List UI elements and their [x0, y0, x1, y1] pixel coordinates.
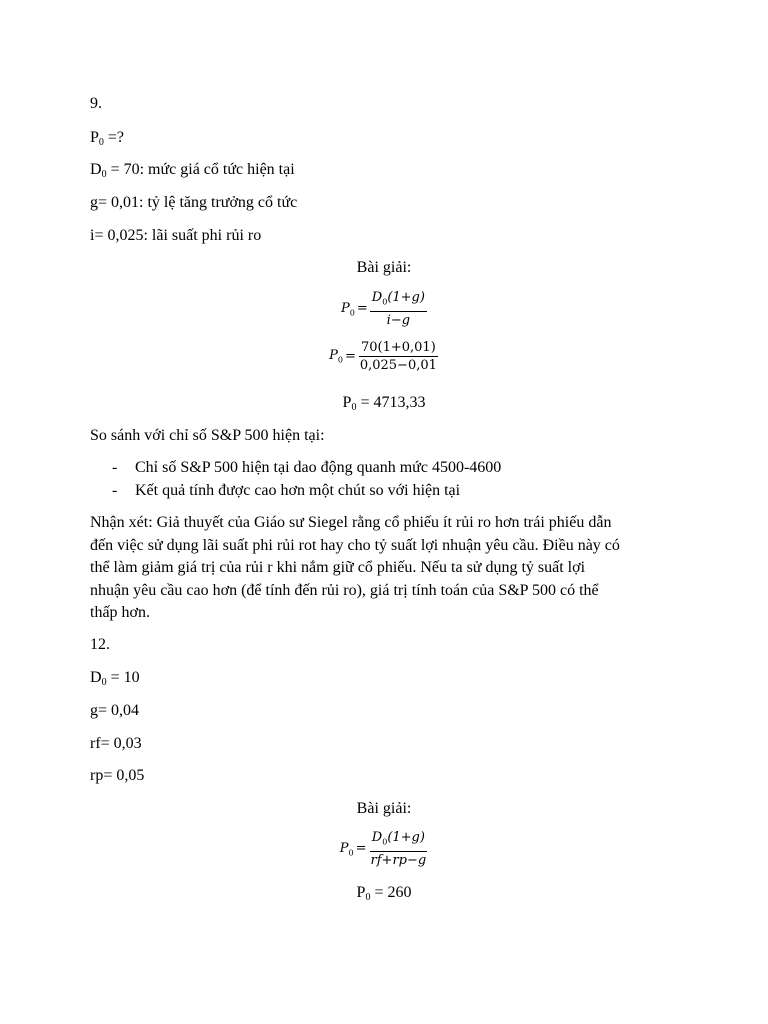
d0-var: D	[90, 161, 102, 178]
remark-line: Nhận xét: Giả thuyết của Giáo sư Siegel rằng cổ phiếu ít rủi ro hơn trái phiếu dẫn	[90, 514, 612, 531]
d0-sub: 0	[101, 169, 107, 180]
d0-var: D	[90, 669, 102, 686]
risk-premium-formula-12	[0, 830, 768, 868]
p0-var: P	[90, 129, 99, 146]
remark-line: đến việc sử dụng lãi suất phi rủi rot hay cho tỷ suất lợi nhuận yêu cầu. Điều này có	[90, 536, 620, 554]
formula-denominator: i−g	[386, 312, 411, 328]
formula-fraction	[370, 290, 427, 328]
formula-equals: =	[355, 841, 367, 857]
d0-rest: = 10	[106, 669, 140, 686]
formula-fraction	[369, 830, 429, 868]
problem-9-number: 9.	[90, 95, 102, 112]
result-var: P	[356, 884, 366, 901]
bullet-text: Chỉ số S&P 500 hiện tại dao động quanh mức 4500-4600	[135, 459, 502, 476]
problem-12-number: 12.	[90, 636, 110, 653]
result-var: P	[342, 394, 352, 411]
formula-lhs: $P_0$	[341, 300, 355, 318]
remark-line: thấp hơn.	[90, 604, 151, 621]
formula-denominator: rf+rp−g	[370, 852, 427, 868]
solution-heading-12: Bài giải:	[356, 800, 412, 817]
formula-lhs: $P_0$	[329, 348, 343, 365]
gordon-formula-9	[0, 290, 768, 328]
result-12	[0, 883, 768, 905]
p0-question	[90, 128, 124, 150]
bullet-dash: -	[112, 459, 118, 476]
result-sub: 0	[365, 892, 371, 903]
g-definition: g= 0,01: tỷ lệ tăng trưởng cổ tức	[90, 194, 298, 211]
substituted-formula-9	[0, 340, 768, 373]
remark-line: thể làm giảm giá trị của rủi r khi nắm giữ cổ phiếu. Nếu ta sử dụng tỷ suất lợi	[90, 559, 586, 576]
formula-fraction	[358, 340, 439, 373]
rf-definition: rf= 0,03	[90, 735, 142, 752]
formula-numerator: $D_0(1+g)$	[370, 830, 427, 852]
formula-equals: =	[344, 349, 356, 364]
rp-definition: rp= 0,05	[90, 767, 145, 784]
remark-paragraph	[90, 512, 680, 625]
result-sub: 0	[351, 402, 357, 413]
formula-equals: =	[356, 301, 368, 317]
result-9	[0, 393, 768, 415]
formula-numerator: $D_0(1+g)$	[370, 290, 427, 312]
bullet-text: Kết quả tính được cao hơn một chút so với hiện tại	[135, 482, 461, 499]
compare-heading: So sánh với chỉ số S&P 500 hiện tại:	[90, 427, 325, 444]
solution-heading-9: Bài giải:	[356, 259, 412, 276]
bullet-dash: -	[112, 482, 118, 499]
p0-sub: 0	[98, 137, 104, 148]
d0-definition	[90, 160, 295, 182]
formula-denominator: 0,025−0,01	[359, 358, 437, 373]
d0-rest: = 70: mức giá cổ tức hiện tại	[106, 161, 295, 178]
i-definition: i= 0,025: lãi suất phi rủi ro	[90, 227, 262, 244]
d0-sub: 0	[101, 677, 107, 688]
remark-line: nhuận yêu cầu cao hơn (để tính đến rủi ro), giá trị tính toán của S&P 500 có thể	[90, 581, 599, 599]
result-value: = 4713,33	[356, 394, 426, 411]
formula-lhs: $P_0$	[339, 840, 354, 858]
g-definition-12: g= 0,04	[90, 702, 140, 719]
d0-definition-12	[90, 668, 140, 690]
formula-numerator: 70(1+0,01)	[360, 340, 436, 355]
p0-rest: =?	[103, 129, 125, 146]
result-value: = 260	[370, 884, 412, 901]
